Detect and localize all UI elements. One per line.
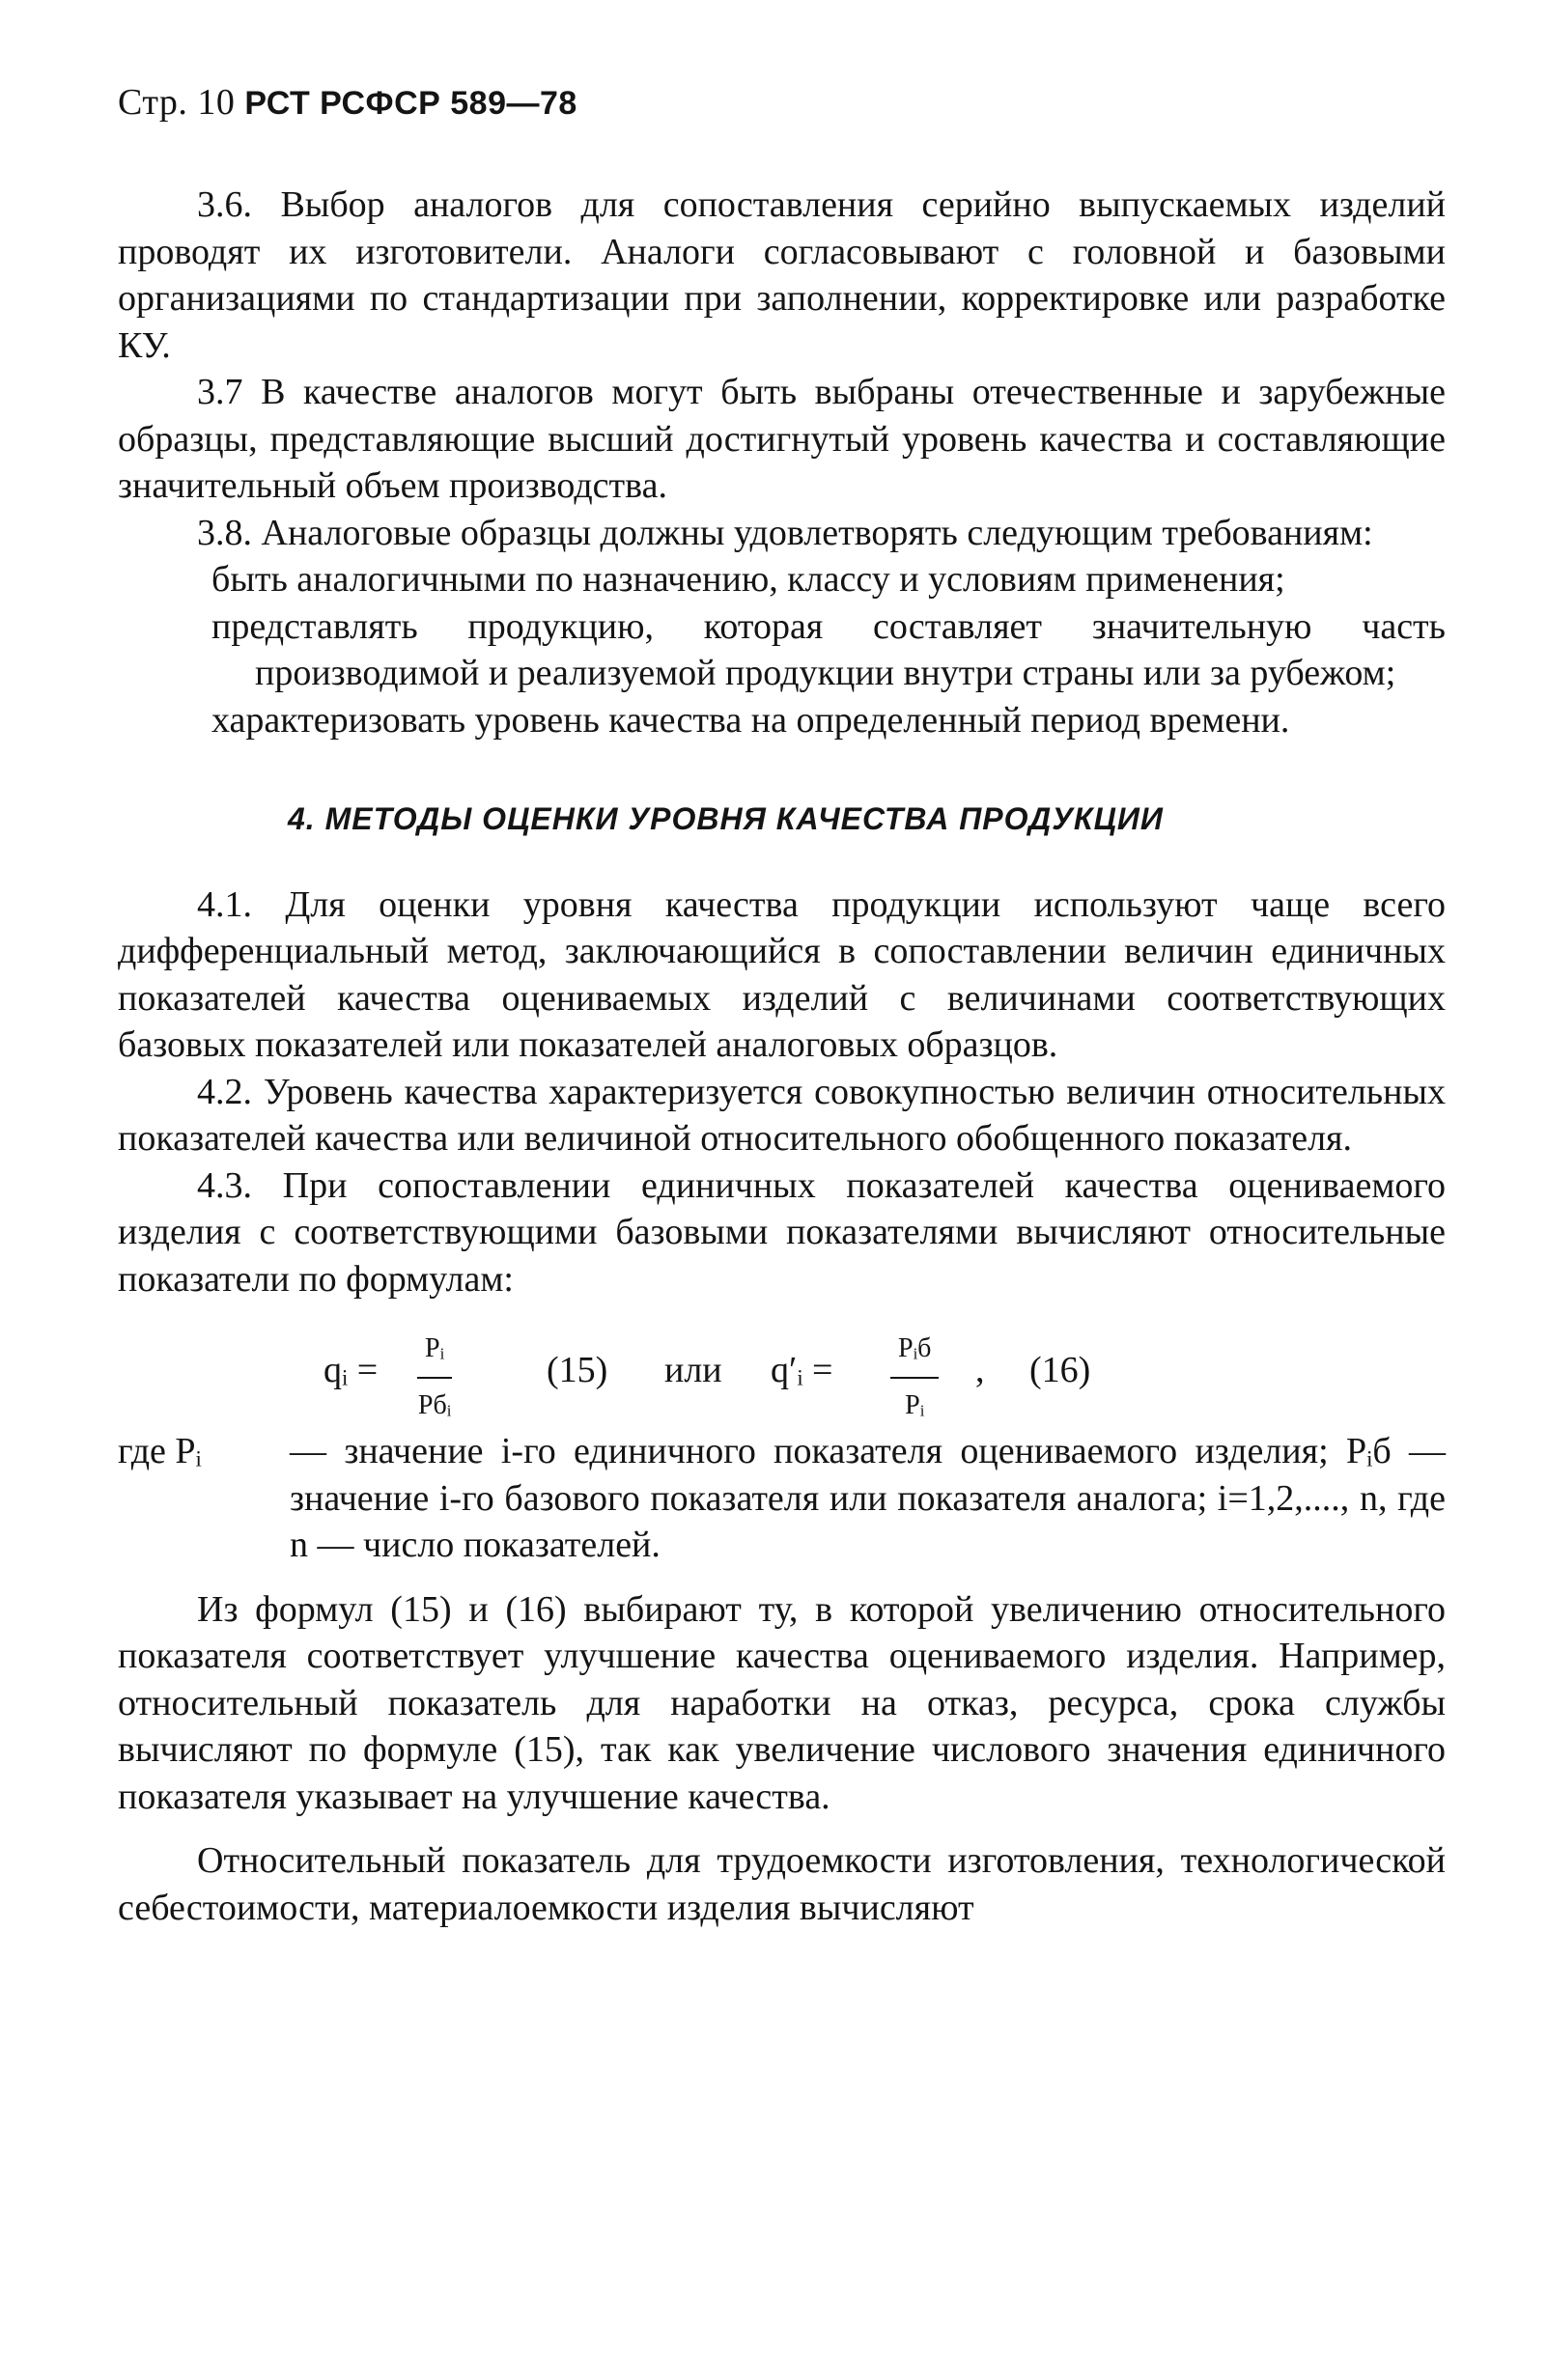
list-item: представлять продукцию, которая составляет значительную часть производимой и реализуемой продукции внутри страны или за рубежом;	[211, 605, 1446, 693]
requirements-list	[118, 556, 1446, 743]
paragraph-4-3: 4.3. При сопоставлении единичных показателей качества оцениваемого изделия с соответствующими базовыми показателями вычисляют относительные показатели по формулам:	[118, 1164, 1446, 1300]
fraction-16	[890, 1326, 939, 1429]
spacer	[118, 1569, 1446, 1586]
page-number: Стр. 10	[118, 82, 236, 123]
formula-15-16	[118, 1308, 1446, 1424]
section-4-heading: 4. МЕТОДЫ ОЦЕНКИ УРОВНЯ КАЧЕСТВА ПРОДУКЦИИ	[288, 801, 1164, 836]
formula-lhs-15: qᵢ =	[323, 1350, 379, 1390]
fraction-15-numerator: Pᵢ	[417, 1326, 452, 1379]
fraction-16-numerator: Pᵢб	[890, 1326, 939, 1379]
paragraph-3-8: 3.8. Аналоговые образцы должны удовлетворять следующим требованиям:	[197, 512, 1373, 553]
where-definition	[118, 1428, 1446, 1569]
formula-comma: ,	[975, 1350, 985, 1390]
list-item: быть аналогичными по назначению, классу и условиям применения;	[211, 559, 1285, 600]
paragraph-3-6: 3.6. Выбор аналогов для сопоставления серийно выпускаемых изделий проводят их изготовители. Аналоги согласовывают с головной и базовыми организациями по стандартизации при заполнении, корректировке или разработке КУ.	[118, 184, 1446, 366]
standard-code: РСТ РСФСР 589—78	[244, 85, 577, 122]
fraction-15	[417, 1326, 452, 1429]
paragraph-formula-choice: Из формул (15) и (16) выбирают ту, в которой увеличению относительного показателя соответствует улучшение качества оцениваемого изделия. Например, относительный показатель для наработки на отказ, ресурса, срока службы вычисляют по формуле (15), так как увеличение числового значения единичного показателя указывает на улучшение качества.	[118, 1588, 1446, 1817]
fraction-15-denominator: Pбᵢ	[417, 1389, 452, 1420]
where-definition-text: — значение i-го единичного показателя оцениваемого изделия; Pᵢб — значение i-го базового показателя или показателя аналога; i=1,2,...., n, где n — число показателей.	[290, 1431, 1446, 1565]
list-item: характеризовать уровень качества на определенный период времени.	[211, 699, 1290, 741]
formula-tag-16: (16)	[1029, 1350, 1091, 1390]
page-header	[118, 81, 577, 124]
document-body	[118, 182, 1446, 1931]
formula-or: или	[664, 1350, 722, 1390]
paragraph-3-7: 3.7 В качестве аналогов могут быть выбраны отечественные и зарубежные образцы, представляющие высший достигнутый уровень качества и составляющие значительный объем производства.	[118, 372, 1446, 506]
fraction-16-denominator: Pᵢ	[905, 1389, 925, 1420]
formula-tag-15: (15)	[547, 1350, 608, 1390]
formula-lhs-16: q′ᵢ =	[771, 1350, 833, 1390]
paragraph-labor-intensity: Относительный показатель для трудоемкости изготовления, технологической себестоимости, материалоемкости изделия вычисляют	[118, 1840, 1446, 1928]
paragraph-4-2: 4.2. Уровень качества характеризуется совокупностью величин относительных показателей качества или величиной относительного обобщенного показателя.	[118, 1071, 1446, 1159]
spacer	[118, 1820, 1446, 1837]
where-lead: где Pᵢ	[118, 1431, 202, 1471]
paragraph-4-1: 4.1. Для оценки уровня качества продукции используют чаще всего дифференциальный метод, заключающийся в сопоставлении величин единичных показателей качества оцениваемых изделий с величинами соответствующих базовых показателей или показателей аналоговых образцов.	[118, 883, 1446, 1065]
